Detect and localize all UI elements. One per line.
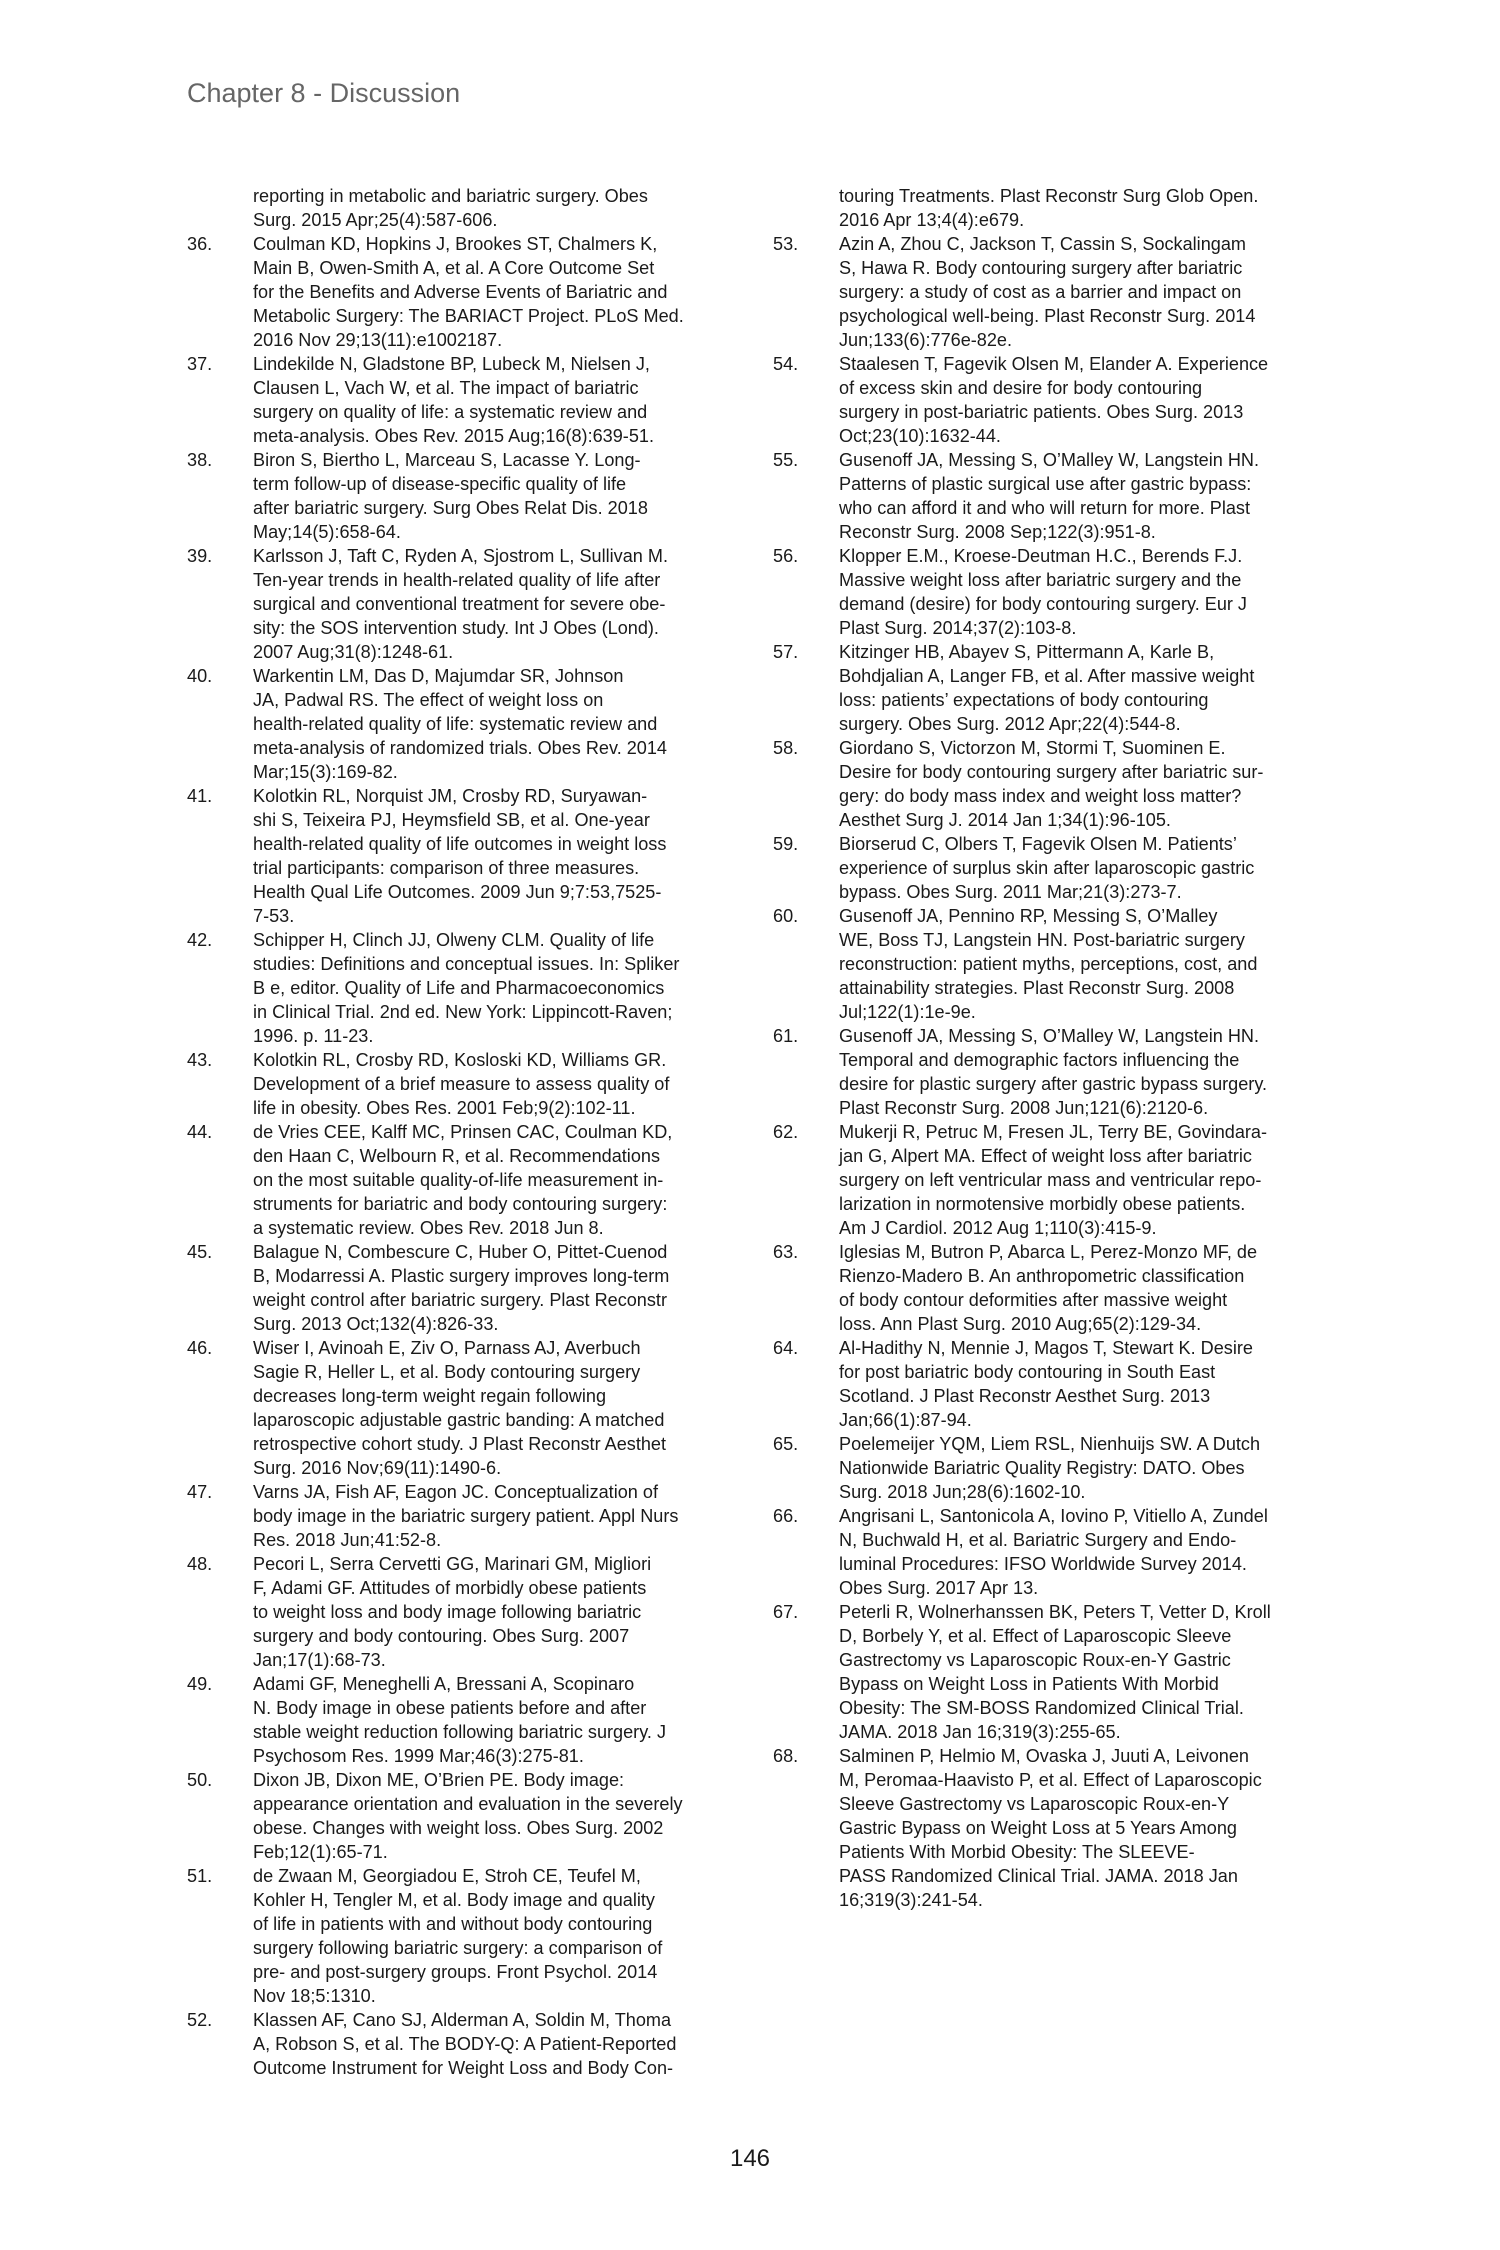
reference-item bbox=[773, 736, 1318, 832]
reference-text-line: Peterli R, Wolnerhanssen BK, Peters T, Vetter D, Kroll bbox=[839, 1602, 1271, 1622]
reference-text-line: a systematic review. Obes Rev. 2018 Jun 8. bbox=[253, 1218, 604, 1238]
reference-number: 39. bbox=[187, 546, 213, 566]
reference-text-line: jan G, Alpert MA. Effect of weight loss after bariatric bbox=[839, 1146, 1252, 1166]
reference-item bbox=[773, 448, 1318, 544]
page-number: 146 bbox=[729, 2145, 771, 2172]
reference-text-line: Psychosom Res. 1999 Mar;46(3):275-81. bbox=[253, 1746, 584, 1766]
references-left-column bbox=[187, 184, 732, 2080]
reference-text-line: touring Treatments. Plast Reconstr Surg Glob Open. bbox=[839, 186, 1259, 206]
reference-item bbox=[773, 232, 1318, 352]
reference-text-line: F, Adami GF. Attitudes of morbidly obese patients bbox=[253, 1578, 647, 1598]
reference-continuation-line bbox=[187, 184, 732, 208]
reference-text-line: Kolotkin RL, Norquist JM, Crosby RD, Suryawan- bbox=[253, 786, 648, 806]
reference-text-line: obese. Changes with weight loss. Obes Surg. 2002 bbox=[253, 1818, 664, 1838]
reference-text-line: Obes Surg. 2017 Apr 13. bbox=[839, 1578, 1039, 1598]
reference-text-line: meta-analysis. Obes Rev. 2015 Aug;16(8):639-51. bbox=[253, 426, 654, 446]
reference-text-line: attainability strategies. Plast Reconstr Surg. 2008 bbox=[839, 978, 1235, 998]
reference-text-line: N. Body image in obese patients before and after bbox=[253, 1698, 647, 1718]
reference-text-line: Gusenoff JA, Messing S, O’Malley W, Langstein HN. bbox=[839, 450, 1260, 470]
reference-text-line: larization in normotensive morbidly obese patients. bbox=[839, 1194, 1246, 1214]
reference-text-line: Reconstr Surg. 2008 Sep;122(3):951-8. bbox=[839, 522, 1156, 542]
reference-text-line: Kohler H, Tengler M, et al. Body image and quality bbox=[253, 1890, 655, 1910]
reference-text-line: Azin A, Zhou C, Jackson T, Cassin S, Sockalingam bbox=[839, 234, 1246, 254]
reference-text-line: Sleeve Gastrectomy vs Laparoscopic Roux-en-Y bbox=[839, 1794, 1230, 1814]
reference-text bbox=[839, 1240, 1318, 1336]
reference-text-line: surgery on left ventricular mass and ventricular repo- bbox=[839, 1170, 1262, 1190]
reference-text-line: Rienzo-Madero B. An anthropometric classification bbox=[839, 1266, 1245, 1286]
reference-number: 67. bbox=[773, 1602, 799, 1622]
reference-text-line: Development of a brief measure to assess quality of bbox=[253, 1074, 670, 1094]
reference-number: 41. bbox=[187, 786, 213, 806]
reference-text-line: pre- and post-surgery groups. Front Psychol. 2014 bbox=[253, 1962, 658, 1982]
reference-number: 68. bbox=[773, 1746, 799, 1766]
reference-text-line: life in obesity. Obes Res. 2001 Feb;9(2):102-11. bbox=[253, 1098, 636, 1118]
references-right-column bbox=[773, 184, 1318, 1912]
reference-item bbox=[187, 448, 732, 544]
reference-item bbox=[773, 1432, 1318, 1504]
reference-text bbox=[839, 904, 1318, 1024]
reference-text-line: to weight loss and body image following bariatric bbox=[253, 1602, 642, 1622]
reference-text-line: Warkentin LM, Das D, Majumdar SR, Johnson bbox=[253, 666, 624, 686]
reference-text-line: Scotland. J Plast Reconstr Aesthet Surg. 2013 bbox=[839, 1386, 1211, 1406]
reference-text bbox=[839, 1024, 1318, 1120]
reference-text-line: studies: Definitions and conceptual issues. In: Spliker bbox=[253, 954, 680, 974]
reference-item bbox=[187, 1480, 732, 1552]
reference-text-line: Am J Cardiol. 2012 Aug 1;110(3):415-9. bbox=[839, 1218, 1157, 1238]
reference-text-line: den Haan C, Welbourn R, et al. Recommendations bbox=[253, 1146, 660, 1166]
reference-item bbox=[187, 928, 732, 1048]
reference-text-line: 2007 Aug;31(8):1248-61. bbox=[253, 642, 454, 662]
reference-text-line: Patterns of plastic surgical use after gastric bypass: bbox=[839, 474, 1252, 494]
reference-text-line: B e, editor. Quality of Life and Pharmacoeconomics bbox=[253, 978, 665, 998]
reference-number: 53. bbox=[773, 234, 799, 254]
reference-text-line: surgery: a study of cost as a barrier and impact on bbox=[839, 282, 1242, 302]
reference-item bbox=[773, 1744, 1318, 1912]
reference-text-line: surgery and body contouring. Obes Surg. 2007 bbox=[253, 1626, 630, 1646]
reference-item bbox=[773, 1600, 1318, 1744]
reference-text-line: Res. 2018 Jun;41:52-8. bbox=[253, 1530, 442, 1550]
reference-text-line: B, Modarressi A. Plastic surgery improves long-term bbox=[253, 1266, 670, 1286]
reference-text-line: Temporal and demographic factors influencing the bbox=[839, 1050, 1240, 1070]
reference-text-line: Oct;23(10):1632-44. bbox=[839, 426, 1001, 446]
reference-text-line: WE, Boss TJ, Langstein HN. Post-bariatric surgery bbox=[839, 930, 1245, 950]
reference-text-line: bypass. Obes Surg. 2011 Mar;21(3):273-7. bbox=[839, 882, 1182, 902]
reference-text-line: weight control after bariatric surgery. Plast Reconstr bbox=[253, 1290, 667, 1310]
reference-number: 45. bbox=[187, 1242, 213, 1262]
reference-text-line: Plast Surg. 2014;37(2):103-8. bbox=[839, 618, 1077, 638]
reference-item bbox=[187, 1672, 732, 1768]
reference-text bbox=[253, 1672, 732, 1768]
reference-text-line: Gusenoff JA, Messing S, O’Malley W, Langstein HN. bbox=[839, 1026, 1260, 1046]
reference-text-line: surgical and conventional treatment for severe obe- bbox=[253, 594, 666, 614]
chapter-header: Chapter 8 - Discussion bbox=[187, 78, 461, 108]
reference-text-line: D, Borbely Y, et al. Effect of Laparoscopic Sleeve bbox=[839, 1626, 1232, 1646]
reference-text-line: Surg. 2013 Oct;132(4):826-33. bbox=[253, 1314, 499, 1334]
reference-text-line: N, Buchwald H, et al. Bariatric Surgery and Endo- bbox=[839, 1530, 1237, 1550]
reference-text bbox=[839, 544, 1318, 640]
reference-text bbox=[253, 664, 732, 784]
reference-text-line: Biron S, Biertho L, Marceau S, Lacasse Y. Long- bbox=[253, 450, 641, 470]
reference-text-line: appearance orientation and evaluation in the severely bbox=[253, 1794, 683, 1814]
reference-number: 65. bbox=[773, 1434, 799, 1454]
reference-text bbox=[253, 1864, 732, 2008]
reference-text bbox=[253, 784, 732, 928]
reference-continuation-line bbox=[773, 184, 1318, 208]
reference-text bbox=[253, 352, 732, 448]
reference-text-line: May;14(5):658-64. bbox=[253, 522, 401, 542]
reference-text-line: 7-53. bbox=[253, 906, 295, 926]
reference-text-line: Ten-year trends in health-related quality of life after bbox=[253, 570, 661, 590]
reference-text-line: JA, Padwal RS. The effect of weight loss on bbox=[253, 690, 604, 710]
reference-text-line: de Zwaan M, Georgiadou E, Stroh CE, Teufel M, bbox=[253, 1866, 641, 1886]
reference-number: 42. bbox=[187, 930, 213, 950]
reference-text-line: Metabolic Surgery: The BARIACT Project. PLoS Med. bbox=[253, 306, 684, 326]
reference-text-line: Al-Hadithy N, Mennie J, Magos T, Stewart K. Desire bbox=[839, 1338, 1253, 1358]
reference-text-line: Sagie R, Heller L, et al. Body contouring surgery bbox=[253, 1362, 641, 1382]
reference-text-line: meta-analysis of randomized trials. Obes Rev. 2014 bbox=[253, 738, 668, 758]
reference-text-line: Gusenoff JA, Pennino RP, Messing S, O’Malley bbox=[839, 906, 1218, 926]
reference-number: 61. bbox=[773, 1026, 799, 1046]
reference-text-line: health-related quality of life outcomes in weight loss bbox=[253, 834, 667, 854]
reference-text-line: Varns JA, Fish AF, Eagon JC. Conceptualization of bbox=[253, 1482, 658, 1502]
reference-text-line: surgery following bariatric surgery: a comparison of bbox=[253, 1938, 663, 1958]
reference-text bbox=[253, 1048, 732, 1120]
reference-item bbox=[187, 664, 732, 784]
reference-text-line: Coulman KD, Hopkins J, Brookes ST, Chalmers K, bbox=[253, 234, 658, 254]
reference-item bbox=[773, 544, 1318, 640]
reference-text bbox=[839, 1744, 1318, 1912]
reference-text bbox=[253, 1768, 732, 1864]
reference-text-line: laparoscopic adjustable gastric banding: A matched bbox=[253, 1410, 665, 1430]
reference-text bbox=[839, 1600, 1318, 1744]
reference-item bbox=[187, 1336, 732, 1480]
reference-text-line: Adami GF, Meneghelli A, Bressani A, Scopinaro bbox=[253, 1674, 635, 1694]
reference-text-line: experience of surplus skin after laparoscopic gastric bbox=[839, 858, 1255, 878]
reference-text-line: reconstruction: patient myths, perceptions, cost, and bbox=[839, 954, 1258, 974]
reference-text-line: Surg. 2015 Apr;25(4):587-606. bbox=[253, 210, 498, 230]
reference-text-line: surgery on quality of life: a systematic review and bbox=[253, 402, 648, 422]
reference-number: 60. bbox=[773, 906, 799, 926]
reference-item bbox=[187, 1864, 732, 2008]
reference-text-line: Iglesias M, Butron P, Abarca L, Perez-Monzo MF, de bbox=[839, 1242, 1258, 1262]
reference-text-line: Wiser I, Avinoah E, Ziv O, Parnass AJ, Averbuch bbox=[253, 1338, 641, 1358]
reference-text-line: term follow-up of disease-specific quality of life bbox=[253, 474, 627, 494]
reference-text-line: Bypass on Weight Loss in Patients With Morbid bbox=[839, 1674, 1219, 1694]
reference-continuation-line bbox=[773, 208, 1318, 232]
reference-number: 58. bbox=[773, 738, 799, 758]
reference-text-line: in Clinical Trial. 2nd ed. New York: Lippincott-Raven; bbox=[253, 1002, 673, 1022]
reference-text-line: demand (desire) for body contouring surgery. Eur J bbox=[839, 594, 1247, 614]
reference-text-line: Jan;17(1):68-73. bbox=[253, 1650, 386, 1670]
reference-text bbox=[253, 1240, 732, 1336]
reference-text-line: 2016 Apr 13;4(4):e679. bbox=[839, 210, 1025, 230]
reference-text-line: of body contour deformities after massive weight bbox=[839, 1290, 1228, 1310]
reference-number: 46. bbox=[187, 1338, 213, 1358]
reference-text-line: shi S, Teixeira PJ, Heymsfield SB, et al. One-year bbox=[253, 810, 650, 830]
reference-item bbox=[773, 1024, 1318, 1120]
reference-text-line: Outcome Instrument for Weight Loss and Body Con- bbox=[253, 2058, 674, 2078]
reference-number: 62. bbox=[773, 1122, 799, 1142]
reference-text bbox=[253, 928, 732, 1048]
reference-text-line: retrospective cohort study. J Plast Reconstr Aesthet bbox=[253, 1434, 666, 1454]
reference-text bbox=[839, 352, 1318, 448]
reference-text-line: body image in the bariatric surgery patient. Appl Nurs bbox=[253, 1506, 679, 1526]
reference-text-line: Health Qual Life Outcomes. 2009 Jun 9;7:53,7525- bbox=[253, 882, 662, 902]
reference-text-line: loss. Ann Plast Surg. 2010 Aug;65(2):129-34. bbox=[839, 1314, 1202, 1334]
reference-text-line: 1996. p. 11-23. bbox=[253, 1026, 374, 1046]
reference-item bbox=[773, 352, 1318, 448]
reference-text bbox=[253, 1336, 732, 1480]
reference-text-line: of excess skin and desire for body contouring bbox=[839, 378, 1203, 398]
reference-text-line: who can afford it and who will return for more. Plast bbox=[839, 498, 1250, 518]
reference-number: 57. bbox=[773, 642, 799, 662]
reference-text-line: Salminen P, Helmio M, Ovaska J, Juuti A, Leivonen bbox=[839, 1746, 1249, 1766]
reference-text bbox=[253, 2008, 732, 2080]
reference-text-line: stable weight reduction following bariatric surgery. J bbox=[253, 1722, 667, 1742]
reference-text-line: S, Hawa R. Body contouring surgery after bariatric bbox=[839, 258, 1243, 278]
reference-text bbox=[253, 1120, 732, 1240]
reference-text-line: Klassen AF, Cano SJ, Alderman A, Soldin M, Thoma bbox=[253, 2010, 672, 2030]
reference-item bbox=[773, 1120, 1318, 1240]
reference-text bbox=[839, 640, 1318, 736]
reference-number: 38. bbox=[187, 450, 213, 470]
reference-text-line: Biorserud C, Olbers T, Fagevik Olsen M. Patients’ bbox=[839, 834, 1237, 854]
reference-text-line: Aesthet Surg J. 2014 Jan 1;34(1):96-105. bbox=[839, 810, 1171, 830]
reference-item bbox=[187, 784, 732, 928]
reference-text-line: surgery. Obes Surg. 2012 Apr;22(4):544-8. bbox=[839, 714, 1181, 734]
reference-number: 52. bbox=[187, 2010, 213, 2030]
reference-number: 48. bbox=[187, 1554, 213, 1574]
reference-number: 49. bbox=[187, 1674, 213, 1694]
reference-number: 66. bbox=[773, 1506, 799, 1526]
reference-text bbox=[839, 1336, 1318, 1432]
reference-text-line: de Vries CEE, Kalff MC, Prinsen CAC, Coulman KD, bbox=[253, 1122, 673, 1142]
reference-text-line: Balague N, Combescure C, Huber O, Pittet-Cuenod bbox=[253, 1242, 668, 1262]
reference-number: 50. bbox=[187, 1770, 213, 1790]
reference-number: 47. bbox=[187, 1482, 213, 1502]
reference-text bbox=[253, 232, 732, 352]
reference-item bbox=[187, 2008, 732, 2080]
reference-text bbox=[839, 832, 1318, 904]
reference-text-line: Poelemeijer YQM, Liem RSL, Nienhuijs SW. A Dutch bbox=[839, 1434, 1261, 1454]
reference-text bbox=[839, 232, 1318, 352]
reference-number: 56. bbox=[773, 546, 799, 566]
reference-item bbox=[187, 1552, 732, 1672]
reference-text-line: Karlsson J, Taft C, Ryden A, Sjostrom L, Sullivan M. bbox=[253, 546, 668, 566]
reference-text-line: Mar;15(3):169-82. bbox=[253, 762, 398, 782]
reference-text-line: 2016 Nov 29;13(11):e1002187. bbox=[253, 330, 503, 350]
reference-text-line: Desire for body contouring surgery after bariatric sur- bbox=[839, 762, 1264, 782]
reference-number: 51. bbox=[187, 1866, 213, 1886]
reference-text-line: M, Peromaa-Haavisto P, et al. Effect of Laparoscopic bbox=[839, 1770, 1262, 1790]
reference-item bbox=[187, 544, 732, 664]
reference-item bbox=[773, 1504, 1318, 1600]
reference-text-line: Gastric Bypass on Weight Loss at 5 Years Among bbox=[839, 1818, 1237, 1838]
reference-text-line: Jan;66(1):87-94. bbox=[839, 1410, 972, 1430]
reference-item bbox=[187, 1048, 732, 1120]
reference-text-line: Kitzinger HB, Abayev S, Pittermann A, Karle B, bbox=[839, 642, 1215, 662]
reference-item bbox=[773, 904, 1318, 1024]
reference-text-line: Jul;122(1):1e-9e. bbox=[839, 1002, 976, 1022]
reference-text-line: Angrisani L, Santonicola A, Iovino P, Vitiello A, Zundel bbox=[839, 1506, 1268, 1526]
reference-text-line: PASS Randomized Clinical Trial. JAMA. 2018 Jan bbox=[839, 1866, 1238, 1886]
reference-text-line: JAMA. 2018 Jan 16;319(3):255-65. bbox=[839, 1722, 1121, 1742]
reference-text-line: struments for bariatric and body contouring surgery: bbox=[253, 1194, 668, 1214]
reference-text-line: Patients With Morbid Obesity: The SLEEVE- bbox=[839, 1842, 1195, 1862]
reference-text-line: decreases long-term weight regain following bbox=[253, 1386, 607, 1406]
reference-text-line: Pecori L, Serra Cervetti GG, Marinari GM, Migliori bbox=[253, 1554, 652, 1574]
reference-text-line: Kolotkin RL, Crosby RD, Kosloski KD, Williams GR. bbox=[253, 1050, 667, 1070]
reference-text-line: Gastrectomy vs Laparoscopic Roux-en-Y Gastric bbox=[839, 1650, 1231, 1670]
reference-text-line: 16;319(3):241-54. bbox=[839, 1890, 983, 1910]
reference-item bbox=[773, 1240, 1318, 1336]
reference-continuation-line bbox=[187, 208, 732, 232]
reference-text bbox=[839, 1432, 1318, 1504]
reference-text-line: for post bariatric body contouring in South East bbox=[839, 1362, 1216, 1382]
reference-text-line: desire for plastic surgery after gastric bypass surgery. bbox=[839, 1074, 1268, 1094]
reference-text-line: Plast Reconstr Surg. 2008 Jun;121(6):2120-6. bbox=[839, 1098, 1209, 1118]
reference-text-line: Feb;12(1):65-71. bbox=[253, 1842, 388, 1862]
reference-text-line: Surg. 2018 Jun;28(6):1602-10. bbox=[839, 1482, 1086, 1502]
reference-item bbox=[187, 1240, 732, 1336]
reference-text-line: loss: patients’ expectations of body contouring bbox=[839, 690, 1209, 710]
reference-number: 64. bbox=[773, 1338, 799, 1358]
reference-text-line: Clausen L, Vach W, et al. The impact of bariatric bbox=[253, 378, 639, 398]
reference-text bbox=[253, 1480, 732, 1552]
reference-text-line: Surg. 2016 Nov;69(11):1490-6. bbox=[253, 1458, 502, 1478]
reference-text-line: Nov 18;5:1310. bbox=[253, 1986, 376, 2006]
reference-text-line: health-related quality of life: systematic review and bbox=[253, 714, 658, 734]
reference-text bbox=[839, 1504, 1318, 1600]
reference-number: 44. bbox=[187, 1122, 213, 1142]
reference-text-line: of life in patients with and without body contouring bbox=[253, 1914, 653, 1934]
reference-text-line: Massive weight loss after bariatric surgery and the bbox=[839, 570, 1242, 590]
reference-text-line: Staalesen T, Fagevik Olsen M, Elander A. Experience bbox=[839, 354, 1269, 374]
reference-number: 43. bbox=[187, 1050, 213, 1070]
reference-number: 36. bbox=[187, 234, 213, 254]
reference-text-line: Schipper H, Clinch JJ, Olweny CLM. Quality of life bbox=[253, 930, 655, 950]
reference-item bbox=[773, 640, 1318, 736]
reference-number: 55. bbox=[773, 450, 799, 470]
reference-text bbox=[839, 736, 1318, 832]
reference-text-line: reporting in metabolic and bariatric surgery. Obes bbox=[253, 186, 648, 206]
reference-text-line: sity: the SOS intervention study. Int J Obes (Lond). bbox=[253, 618, 659, 638]
reference-text-line: Jun;133(6):776e-82e. bbox=[839, 330, 1013, 350]
reference-text-line: on the most suitable quality-of-life measurement in- bbox=[253, 1170, 664, 1190]
reference-text-line: A, Robson S, et al. The BODY-Q: A Patient-Reported bbox=[253, 2034, 677, 2054]
reference-item bbox=[187, 232, 732, 352]
reference-text-line: trial participants: comparison of three measures. bbox=[253, 858, 640, 878]
reference-item bbox=[773, 1336, 1318, 1432]
reference-text-line: surgery in post-bariatric patients. Obes Surg. 2013 bbox=[839, 402, 1244, 422]
reference-text bbox=[253, 1552, 732, 1672]
reference-text-line: gery: do body mass index and weight loss matter? bbox=[839, 786, 1242, 806]
reference-number: 37. bbox=[187, 354, 213, 374]
reference-text-line: psychological well-being. Plast Reconstr Surg. 2014 bbox=[839, 306, 1256, 326]
reference-item bbox=[187, 1768, 732, 1864]
reference-text-line: Bohdjalian A, Langer FB, et al. After massive weight bbox=[839, 666, 1255, 686]
reference-text-line: Mukerji R, Petruc M, Fresen JL, Terry BE, Govindara- bbox=[839, 1122, 1268, 1142]
reference-text-line: after bariatric surgery. Surg Obes Relat Dis. 2018 bbox=[253, 498, 648, 518]
reference-text-line: for the Benefits and Adverse Events of Bariatric and bbox=[253, 282, 668, 302]
reference-number: 63. bbox=[773, 1242, 799, 1262]
reference-item bbox=[187, 1120, 732, 1240]
reference-text-line: Giordano S, Victorzon M, Stormi T, Suominen E. bbox=[839, 738, 1226, 758]
reference-text-line: Nationwide Bariatric Quality Registry: DATO. Obes bbox=[839, 1458, 1245, 1478]
reference-item bbox=[773, 832, 1318, 904]
reference-text bbox=[839, 1120, 1318, 1240]
reference-text bbox=[253, 544, 732, 664]
reference-number: 59. bbox=[773, 834, 799, 854]
reference-text bbox=[253, 448, 732, 544]
reference-item bbox=[187, 352, 732, 448]
reference-text bbox=[839, 448, 1318, 544]
reference-text-line: Lindekilde N, Gladstone BP, Lubeck M, Nielsen J, bbox=[253, 354, 650, 374]
reference-text-line: Obesity: The SM-BOSS Randomized Clinical Trial. bbox=[839, 1698, 1244, 1718]
reference-number: 40. bbox=[187, 666, 213, 686]
reference-text-line: Dixon JB, Dixon ME, O’Brien PE. Body image: bbox=[253, 1770, 625, 1790]
reference-text-line: Main B, Owen-Smith A, et al. A Core Outcome Set bbox=[253, 258, 655, 278]
reference-number: 54. bbox=[773, 354, 799, 374]
reference-text-line: luminal Procedures: IFSO Worldwide Survey 2014. bbox=[839, 1554, 1247, 1574]
reference-text-line: Klopper E.M., Kroese-Deutman H.C., Berends F.J. bbox=[839, 546, 1243, 566]
